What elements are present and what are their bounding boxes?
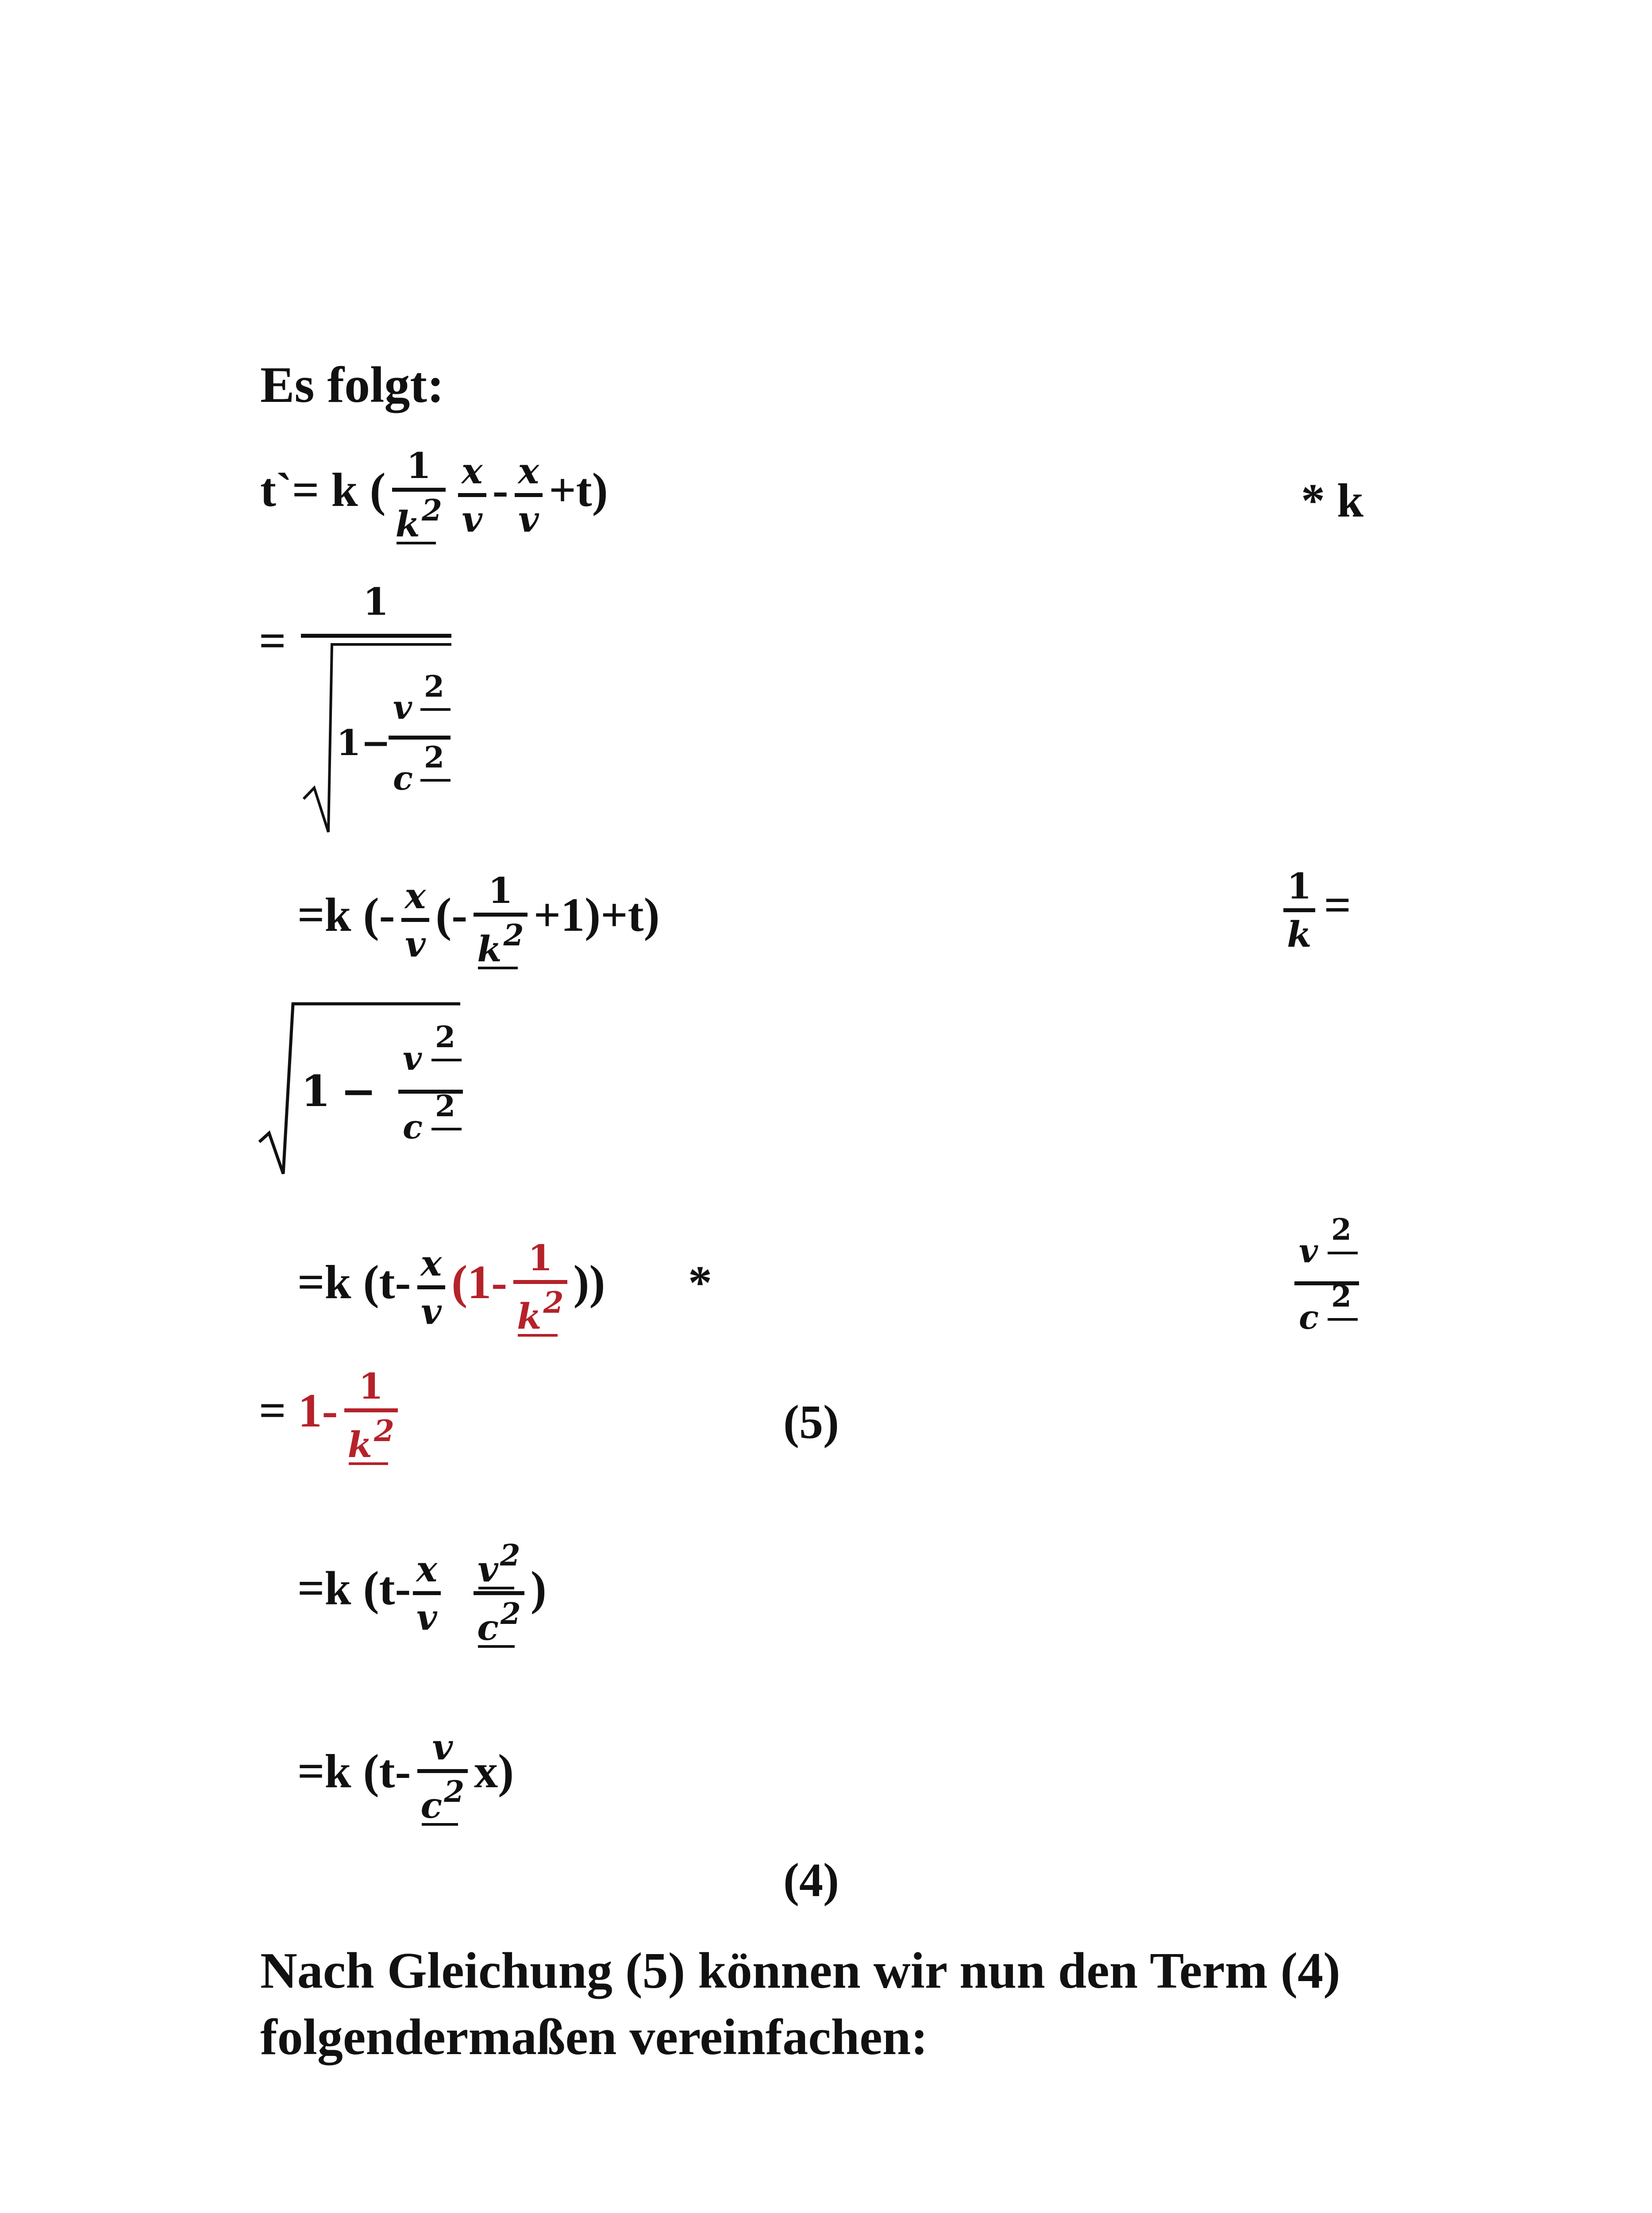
eq1-fraction-x-over-v: x v (458, 452, 486, 538)
eq5-label: (5) (783, 1396, 839, 1449)
eq3-tail: +1)+t) (533, 888, 660, 941)
equation-5 (259, 1365, 404, 1465)
eq4-red-fraction: 1 $k^2$ (513, 1239, 567, 1335)
equation-4 (297, 1239, 605, 1335)
heading: Es folgt: (260, 357, 444, 413)
eq3-note: 1 k = (1283, 867, 1351, 953)
eq3-fraction-x-over-v: x v (401, 877, 430, 963)
eq6-lhs: =k (t- (297, 1562, 411, 1615)
eq5-red-fraction: 1 $k^2$ (344, 1368, 398, 1463)
eq1-fraction-x-over-v-2: x v (515, 452, 543, 538)
eq6-fraction-v2-over-c2: $v^2$ $c^2$ (474, 1540, 524, 1646)
label-4: (4) (783, 1854, 839, 1907)
sqrt-minus: − (341, 1066, 377, 1116)
sqrt-v: v (403, 1040, 422, 1078)
eq4-note-c-exp: 2 (1331, 1279, 1352, 1314)
eq2-prefix: = (259, 615, 286, 667)
eq3-fraction-1-over-k2: 1 $k^2$ (474, 872, 527, 968)
eq7-tail: x) (474, 1745, 514, 1798)
eq3-mid: (- (435, 888, 468, 941)
eq1-f1-exp: 2 (421, 493, 442, 528)
eq1-minus: - (492, 463, 508, 517)
eq5-prefix: = (259, 1384, 286, 1437)
eq6-fraction-x-over-v: x v (413, 1550, 441, 1636)
eq4-star: * (688, 1257, 712, 1309)
eq2-v-exp: 2 (424, 669, 444, 704)
eq6-close: ) (530, 1562, 547, 1615)
sqrt-c-exp: 2 (435, 1089, 455, 1123)
eq1-tail: +t) (549, 463, 608, 517)
equation-3 (297, 872, 660, 968)
eq4-fraction-x-over-v: x v (417, 1245, 446, 1330)
paragraph-line-2: folgendermaßen vereinfachen: (260, 2009, 928, 2066)
eq4-note-v: v (1299, 1232, 1318, 1270)
eq1-note: * k (1301, 474, 1364, 527)
equation-6 (297, 1540, 547, 1646)
sqrt-one: 1 (301, 1066, 331, 1116)
paragraph-line-1: Nach Gleichung (5) können wir nun den Term (4) (260, 1943, 1340, 1999)
eq5-red-one: 1- (298, 1384, 338, 1437)
eq4-note-v-exp: 2 (1331, 1212, 1352, 1247)
eq4-note-c: c (1299, 1299, 1319, 1337)
eq1-lhs: t`= k ( (260, 463, 386, 517)
eq2-fraction-bar (301, 634, 451, 638)
eq7-fraction-v-over-c2: v $c^2$ (417, 1728, 468, 1824)
eq4-close: )) (573, 1256, 605, 1309)
eq2-one-minus: 1− (336, 722, 391, 763)
sqrt-c: c (403, 1108, 423, 1146)
eq4-lhs: =k (t- (297, 1256, 411, 1309)
eq2-c: c (393, 760, 413, 798)
eq2-numerator: 1 (363, 580, 389, 624)
equation-1 (260, 447, 608, 543)
eq3-lhs: =k (- (297, 888, 395, 941)
sqrt-v-exp: 2 (435, 1020, 455, 1054)
eq2-inner-bar (389, 736, 451, 740)
eq2-c-exp: 2 (424, 740, 444, 775)
eq4-red-open: (1- (451, 1256, 508, 1309)
eq7-lhs: =k (t- (297, 1745, 411, 1798)
eq1-fraction-1-over-k2 (392, 447, 446, 543)
eq2-v: v (393, 689, 412, 727)
equation-7 (297, 1728, 514, 1824)
eq1-f1-den: k (395, 503, 420, 545)
eq1-f1-num: 1 (406, 445, 431, 486)
